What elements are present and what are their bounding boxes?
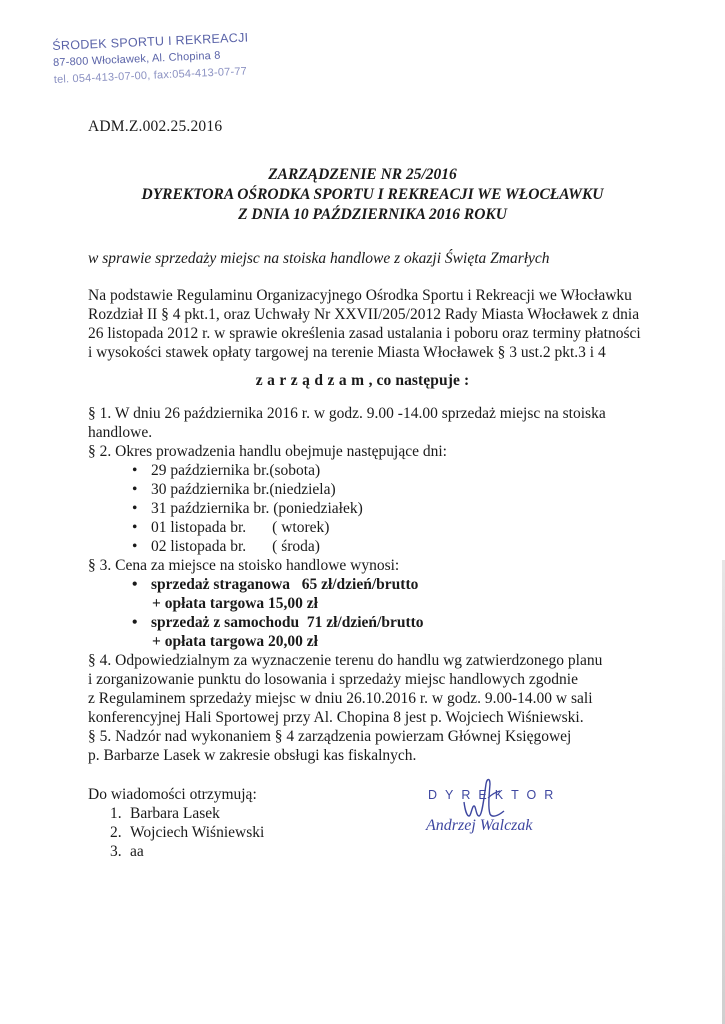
signature-name: Andrzej Walczak (426, 817, 533, 834)
day-weekday: ( wtorek) (272, 519, 330, 536)
document-body (88, 404, 606, 765)
day-weekday: ( środa) (272, 538, 320, 555)
day-list-item: • 02 listopada br. ( środa) (88, 537, 606, 556)
handwritten-signature-icon (450, 776, 510, 822)
basis-line: 26 listopada 2012 r. w sprawie określenia zasad ustalania i poboru oraz terminy płatności (88, 325, 641, 342)
section-3-intro: § 3. Cena za miejsce na stoisko handlowe wynosi: (88, 557, 400, 574)
title-line-1: ZARZĄDZENIE NR 25/2016 (268, 166, 457, 183)
stamp-line-name: ŚRODEK SPORTU I REKREACJI (52, 30, 249, 53)
price-item: • sprzedaż z samochodu 71 zł/dzień/brutto (88, 613, 606, 632)
distribution-heading: Do wiadomości otrzymują: (88, 786, 257, 803)
day-list-item: • 30 października br.(niedziela) (88, 480, 606, 499)
title-line-3: Z DNIA 10 PAŹDZIERNIKA 2016 ROKU (238, 206, 507, 223)
title-line-2: DYREKTORA OŚRODKA SPORTU I REKREACJI WE WŁOCŁAWKU (141, 186, 604, 203)
order-rest: , co następuje : (368, 372, 470, 389)
price-fee: + opłata targowa 20,00 zł (152, 633, 318, 650)
distribution-item: 3. aa (110, 843, 144, 860)
order-spaced-word: zarządzam (255, 372, 369, 389)
distribution-list (88, 785, 264, 861)
day-list-item: • 29 października br.(sobota) (88, 461, 606, 480)
stamp-line-address: 87-800 Włocławek, Al. Chopina 8 (52, 49, 221, 69)
price-amount: 65 zł/dzień/brutto (301, 576, 419, 593)
section-5-line: § 5. Nadzór nad wykonaniem § 4 zarządzenia powierzam Głównej Księgowej (88, 728, 572, 745)
legal-basis-paragraph (88, 286, 641, 362)
section-4-line: z Regulaminem sprzedaży miejsc w dniu 26.10.2016 r. w godz. 9.00-14.00 w sali (88, 690, 593, 707)
section-2-intro: § 2. Okres prowadzenia handlu obejmuje następujące dni: (88, 443, 447, 460)
price-fee: + opłata targowa 15,00 zł (152, 595, 318, 612)
signature-role: DYREKTOR (428, 788, 562, 802)
basis-line: Na podstawie Regulaminu Organizacyjnego Ośrodka Sportu i Rekreacji we Włocławku (88, 287, 632, 304)
section-1-line: handlowe. (88, 424, 153, 441)
section-1-line: § 1. W dniu 26 października 2016 r. w godz. 9.00 -14.00 sprzedaż miejsc na stoiska (88, 405, 606, 422)
section-5-line: p. Barbarze Lasek w zakresie obsługi kas fiskalnych. (88, 747, 417, 764)
basis-line: i wysokości stawek opłaty targowej na terenie Miasta Włocławek § 3 ust.2 pkt.3 i 4 (88, 344, 606, 361)
price-item: • sprzedaż straganowa 65 zł/dzień/brutto (88, 575, 606, 594)
stamp-line-phone: tel. 054-413-07-00, fax:054-413-07-77 (53, 65, 248, 86)
section-4-line: § 4. Odpowiedzialnym za wyznaczenie terenu do handlu wg zatwierdzonego planu (88, 652, 603, 669)
section-4-line: i zorganizowanie punktu do losowania i sprzedaży miejsc handlowych zgodnie (88, 671, 578, 688)
section-4-line: konferencyjnej Hali Sportowej przy Al. Chopina 8 jest p. Wojciech Wiśniewski. (88, 709, 584, 726)
office-stamp (52, 29, 250, 89)
distribution-item: 1. Barbara Lasek (110, 805, 220, 822)
order-heading (0, 372, 725, 390)
price-amount: 71 zł/dzień/brutto (306, 614, 424, 631)
basis-line: Rozdział II § 4 pkt.1, oraz Uchwały Nr XXVII/205/2012 Rady Miasta Włocławek z dnia (88, 306, 640, 323)
distribution-item: 2. Wojciech Wiśniewski (110, 824, 265, 841)
subject-line: w sprawie sprzedaży miejsc na stoiska handlowe z okazji Święta Zmarłych (88, 250, 550, 267)
day-list-item: • 31 października br. (poniedziałek) (88, 499, 606, 518)
day-list-item: • 01 listopada br. ( wtorek) (88, 518, 606, 537)
document-reference: ADM.Z.002.25.2016 (88, 118, 223, 135)
